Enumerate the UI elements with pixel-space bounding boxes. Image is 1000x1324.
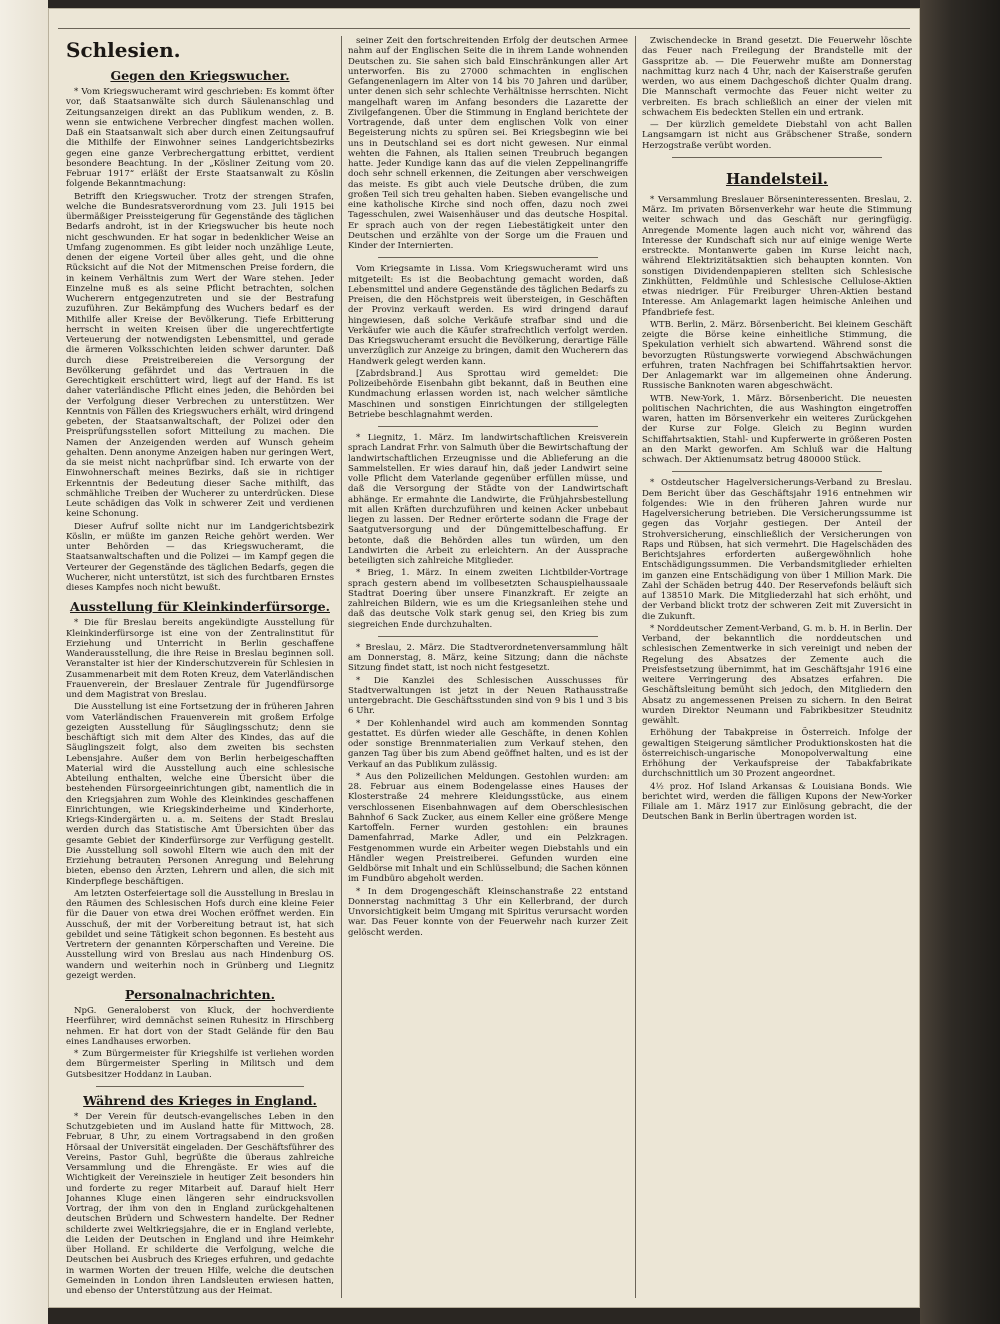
separator (672, 471, 882, 472)
paragraph: * In dem Drogengeschäft Kleinschanstraße 22 entstand Donnerstag nachmittag 3 Uhr ein Kellerbrand, der durch Unvorsichtigkeit beim Umgang mit Spiritus verursacht worden war. Das Feuer konnte von der Feuerwehr nach kurzer Zeit gelöscht werden. (348, 886, 628, 938)
paragraph: * Aus den Polizeilichen Meldungen. Gestohlen wurden: am 28. Februar aus einem Bodengelasse eines Hauses der Klosterstraße 24 mehrere Kleidungsstücke, aus einem verschlossenen Eisenbahnwagen auf dem Oberschlesischen Bahnhof 6 Sack Zucker, aus einem Keller eine größere Menge Kartoffeln. Ferner wurden gestohlen: ein braunes Damenfahrrad, Marke Adler, und ein Pelzkragen. Festgenommen wurde ein Arbeiter wegen Diebstahls und ein Händler wegen Preistreiberei. Gefunden wurden eine Geldbörse mit Inhalt und ein Schlüsselbund; die Sachen können im Fundbüro abgeholt werden. (348, 771, 628, 885)
paragraph: NpG. Generaloberst von Kluck, der hochverdiente Heerführer, wird demnächst seinen Ruhesitz in Hirschberg nehmen. Er hat dort von der Stadt Gelände für den Bau eines Landhauses erworben. (66, 1006, 334, 1047)
paragraph: * Norddeutscher Zement-Verband, G. m. b. H. in Berlin. Der Verband, der bekanntlich die norddeutschen und schlesischen Zementwerke in sich vereinigt und neben der Regelung des Absatzes der Zemente auch die Preisfestsetzung übernimmt, hat im Geschäftsjahr 1916 eine weitere Verringerung des Absatzes erfahren. Die Geschäftsleitung bemüht sich jedoch, den Mitgliedern den Absatz zu angemessenen Preisen zu sichern. In den Beirat wurden Direktor Neumann und Fabrikbesitzer Steudnitz gewählt. (642, 623, 912, 726)
paragraph: * Ostdeutscher Hagelversicherungs-Verband zu Breslau. Dem Bericht über das Geschäftsjahr 1916 entnehmen wir folgendes: Wie in den früheren Jahren wurde nur Hagelversicherung betrieben. Die Versicherungssumme ist gegen das Vorjahr gestiegen. Der Anteil der Strohversicherung, einschließlich der Versicherungen von Raps und Rübsen, hat sich vermehrt. Die Hagelschäden des Berichtsjahres erforderten außergewöhnlich hohe Entschädigungssummen. Die Verbandsmitglieder erhielten im ganzen eine Entschädigung von über 1 Million Mark. Die Zahl der Schäden betrug 440. Der Reservefonds beläuft sich auf 138510 Mark. Die Mitgliederzahl hat sich erhöht, und der Verband blickt trotz der schweren Zeit mit Zuversicht in die Zukunft. (642, 478, 912, 622)
paragraph: WTB. Berlin, 2. März. Börsenbericht. Bei kleinem Geschäft zeigte die Börse keine einheitliche Stimmung, die Spekulation verhielt sich abwartend. Während sonst die bevorzugten Rüstungswerte vorwiegend Abschwächungen erfuhren, traten Nachfragen bei Schiffahrtsaktien hervor. Der Anlagemarkt war im allgemeinen ohne Änderung. Russische Banknoten waren abgeschwächt. (642, 319, 912, 392)
headline-ausstellung: Ausstellung für Kleinkinderfürsorge. (70, 599, 330, 615)
separator (96, 1086, 304, 1087)
paragraph: * Brieg, 1. März. In einem zweiten Lichtbilder-Vortrage sprach gestern abend im vollbesetzten Schauspielhaussaale Stadtrat Doering über unsere Finanzkraft. Er zeigte an zahlreichen Bildern, wie es um die Kriegsanleihen stehe und daß das deutsche Volk stark genug sei, den Krieg bis zum siegreichen Ende durchzuhalten. (348, 568, 628, 630)
paragraph: 4½ proz. Hof Island Arkansas & Louisiana Bonds. Wie berichtet wird, werden die fälligen Kupons der New-Yorker Filiale am 1. März 1917 zur Einlösung gebracht, die der Deutschen Bank in Berlin übertragen worden ist. (642, 781, 912, 823)
paragraph: Dieser Aufruf sollte nicht nur im Landgerichtsbezirk Köslin, er müßte im ganzen Reiche gehört werden. Wer unter Behörden — das Kriegswucheramt, die Staatsanwaltschaften und die Polizei — im Kampf gegen die Verteurer der Gegenstände des täglichen Bedarfs, gegen die Wucherer, nicht unterstützt, ist sich des furchtbaren Ernstes dieses Kampfes noch nicht bewußt. (66, 521, 334, 593)
column-2 (348, 36, 628, 1298)
column-rule-1 (341, 36, 342, 1298)
book-binding (920, 0, 1000, 1324)
paragraph: Die Ausstellung ist eine Fortsetzung der in früheren Jahren vom Vaterländischen Frauenverein mit großem Erfolge gezeigten Ausstellung für Säuglingsschutz; denn sie beschäftigt sich mit dem Alter des Kindes, das auf die Säuglingszeit folgt, also dem zweiten bis sechsten Lebensjahre. Außer dem von Berlin herbeigeschafften Material wird die Ausstellung auch eine schlesische Abteilung enthalten, welche eine Übersicht über die bestehenden Fürsorgeeinrichtungen gibt, namentlich die in den Kriegsjahren zum Wohle des Kleinkindes geschaffenen Einrichtungen, wie Kriegskinderheime und Kinderhorte, Kriegs-Kindergärten u. a. m. Seitens der Stadt Breslau werden durch das Statistische Amt Übersichten über das gesamte Gebiet der Kinderfürsorge zur Verfügung gestellt. Die Ausstellung soll sowohl Eltern wie auch den mit der Erziehung betrauten Personen Anregung und Belehrung bieten, ebenso den Ärzten, Lehrern und allen, die sich mit Kinderpflege beschäftigen. (66, 702, 334, 887)
paragraph: WTB. New-York, 1. März. Börsenbericht. Die neuesten politischen Nachrichten, die aus Washington eingetroffen waren, hatten im Börsenverkehr ein weiteres Zurückgehen der Kurse zur Folge. Gleich zu Beginn wurden Schiffahrtsaktien, Stahl- und Kupferwerte in größeren Posten an den Markt geworfen. Am Schluß war die Haltung schwach. Der Aktienumsatz betrug 480000 Stück. (642, 393, 912, 465)
paragraph: Am letzten Osterfeiertage soll die Ausstellung in Breslau in den Räumen des Schlesischen Hofs durch eine kleine Feier für die Dauer von etwa drei Wochen eröffnet werden. Ein Ausschuß, der mit der Vorbereitung betraut ist, hat sich gebildet und seine Tätigkeit schon begonnen. Es besteht aus Vertretern der genannten Körperschaften und Vereine. Die Ausstellung wird von Breslau aus nach Hindenburg OS. wandern und weiterhin noch in Grünberg und Liegnitz gezeigt werden. (66, 888, 334, 981)
paragraph: * Die für Breslau bereits angekündigte Ausstellung für Kleinkinderfürsorge ist eine von der Zentralinstitut für Erziehung und Unterricht in Berlin geschaffene Wanderausstellung, die ihre Reise in Breslau beginnen soll. Veranstalter ist hier der Kinderschutzverein für Schlesien in Zusammenarbeit mit dem Roten Kreuz, dem Vaterländischen Frauenverein, der Breslauer Zentrale für Jugendfürsorge und dem Magistrat von Breslau. (66, 618, 334, 700)
paragraph: — Der kürzlich gemeldete Diebstahl von acht Ballen Langsamgarn ist nicht aus Gräbschener Straße, sondern Herzogstraße verübt worden. (642, 120, 912, 151)
paragraph: Erhöhung der Tabakpreise in Österreich. Infolge der gewaltigen Steigerung sämtlicher Produktionskosten hat die österreichisch-ungarische Monopolverwaltung eine Erhöhung der Verkaufspreise der Tabakfabrikate durchschnittlich um 30 Prozent angeordnet. (642, 728, 912, 780)
paragraph: [Zabrdsbrand.] Aus Sprottau wird gemeldet: Die Polizeibehörde Eisenbahn gibt bekannt, daß in Beuthen eine Kundmachung erlassen worden ist, nach welcher sämtliche Maschinen und sonstigen Einrichtungen der stillgelegten Betriebe beschlagnahmt werden. (348, 368, 628, 420)
paragraph: * Die Kanzlei des Schlesischen Ausschusses für Stadtverwaltungen ist jetzt in der Neuen Rathausstraße untergebracht. Die Geschäftsstunden sind von 9 bis 1 und 3 bis 6 Uhr. (348, 675, 628, 717)
column-1 (66, 36, 334, 1298)
paragraph: seiner Zeit den fortschreitenden Erfolg der deutschen Armee nahm auf der Englischen Seite die in ihrem Lande wohnenden Deutschen zu. Sie sahen sich bald Einschränkungen aller Art unterworfen. Bis zu 27000 schmachten in englischen Gefangenenlagern im Alter von 14 bis 70 Jahren und darüber, unter denen sich sehr schlechte Verhältnisse herrschten. Nicht mangelhaft waren im Anfang besonders die Lazarette der Zivilgefangenen. Über die Stimmung in England berichtete der Vortragende, daß unter dem englischen Volk von einer Begeisterung nichts zu spüren sei. Bei Kriegsbeginn wie bei uns in Deutschland sei es dort nicht gewesen. Nur einmal wehten die Fahnen, als Italien seinen Treubruch begangen hatte. Jeder Kundige kann das auf die vielen Zeppelinangriffe doch sehr schnell erkennen, die Zeitungen aber verschweigen das meiste. Es gibt auch viele Deutsche drüben, die zum großen Teil sich treu gehalten haben. Sieben evangelische und eine katholische Kirche sind noch offen, dazu noch zwei Tagesschulen, zwei Waisenhäuser und das deutsche Hospital. Er sprach auch von der regen Liebestätigkeit unter den Deutschen und erzählte von der Sorge um die Frauen und Kinder der Internierten. (348, 36, 628, 251)
paragraph: * Der Kohlenhandel wird auch am kommenden Sonntag gestattet. Es dürfen wieder alle Geschäfte, in denen Kohlen oder sonstige Brennmaterialien zum Verkauf stehen, den ganzen Tag über bis zum Abend geöffnet halten, und es ist der Verkauf an das Publikum zulässig. (348, 718, 628, 770)
paragraph: Betrifft den Kriegswucher. Trotz der strengen Strafen, welche die Bundesratsverordnung vom 23. Juli 1915 bei übermäßiger Preissteigerung für Gegenstände des täglichen Bedarfs androht, ist in der Kriegswucher bis heute noch nicht geschwunden. Er hat sogar in bedenklicher Weise an Umfang zugenommen. Es gibt leider noch unzählige Leute, denen der eigene Vorteil über alles geht, und die ohne Rücksicht auf die Not der Mitmenschen Preise fordern, die in keinem Verhältnis zum Wert der Ware stehen. Jeder Einzelne muß es als seine Pflicht betrachten, solchen Wucherern entgegenzutreten und sie der Bestrafung zuzuführen. Zur Bekämpfung des Wuchers bedarf es der Mithilfe aller Kreise der Bevölkerung. Tiefe Erbitterung herrscht in weiten Kreisen über die ungerechtfertigte Verteuerung der notwendigsten Lebensmittel, und gerade die ärmeren Volksschichten leiden schwer darunter. Daß durch diese Preistreibereien die Versorgung der Bevölkerung gefährdet und das Vertrauen in die Gerechtigkeit erschüttert wird, liegt auf der Hand. Es ist daher vaterländische Pflicht eines jeden, die Behörden bei der Verfolgung dieser Verbrechen zu unterstützen. Wer Kenntnis von Fällen des Kriegswuchers erhält, wird dringend gebeten, der Staatsanwaltschaft, der Polizei oder den Preisprüfungsstellen sofort Mitteilung zu machen. Die Namen der Anzeigenden werden auf Wunsch geheim gehalten. Denn anonyme Anzeigen haben nur geringen Wert, da sie meist nicht nachprüfbar sind. Ich erwarte von der Einwohnerschaft meines Bezirks, daß sie in richtiger Erkenntnis der Bedeutung dieser Sache mithilft, das schmähliche Treiben der Wucherer zu unterdrücken. Diese Leute schädigen das Volk in schwerer Zeit und verdienen keine Schonung. (66, 191, 334, 520)
paragraph: * Der Verein für deutsch-evangelisches Leben in den Schutzgebieten und im Ausland hatte für Mittwoch, 28. Februar, 8 Uhr, zu einem Vortragsabend in den großen Hörsaal der Universität eingeladen. Der Geschäftsführer des Vereins, Pastor Guhl, begrüßte die überaus zahlreiche Versammlung und die Ehrengäste. Er wies auf die Wichtigkeit der Vereinsziele in heutiger Zeit besonders hin und forderte zu reger Mitarbeit auf. Darauf hielt Herr Johannes Kluge einen längeren sehr eindrucksvollen Vortrag, der ihm von den in England zurückgehaltenen deutschen Brüdern und Schwestern handelte. Der Redner schilderte zwei Weltkriegsjahre, die er in England verlebte, die Leiden der Deutschen in England und ihre Heimkehr über Holland. Er schilderte die Verfolgung, welche die Deutschen bei Ausbruch des Krieges erfuhren, und gedachte in warmen Worten der treuen Hilfe, welche die deutschen Gemeinden in London ihren Landsleuten erwiesen hatten, und ebenso der Unterstützung aus der Heimat. (66, 1111, 334, 1296)
headline-handelsteil: Handelsteil. (725, 169, 829, 188)
paragraph: * Vom Kriegswucheramt wird geschrieben: Es kommt öfter vor, daß Staatsanwälte sich durch Säulenanschlag und Zeitungsanzeigen direkt an das Publikum wenden, z. B. wenn sie entwichene Verbrecher dingfest machen wollen. Daß ein Staatsanwalt sich aber durch einen Zeitungsaufruf die Mithilfe der Einwohner seines Landgerichtsbezirks gegen eine ganze Verbrechergattung erbittet, verdient besondere Beachtung. In der „Kösliner Zeitung vom 20. Februar 1917“ erläßt der Erste Staatsanwalt zu Köslin folgende Bekanntmachung: (66, 87, 334, 190)
paragraph: Vom Kriegsamte in Lissa. Vom Kriegswucheramt wird uns mitgeteilt: Es ist die Beobachtung gemacht worden, daß Lebensmittel und andere Gegenstände des täglichen Bedarfs zu Preisen, die den Höchstpreis weit übersteigen, in Geschäften der Provinz verkauft werden. Es wird dringend darauf hingewiesen, daß solche Verkäufe strafbar sind und die Verkäufer wie auch die Käufer strafrechtlich verfolgt werden. Das Kriegswucheramt ersucht die Bevölkerung, derartige Fälle unverzüglich zur Anzeige zu bringen, damit den Wucherern das Handwerk gelegt werden kann. (348, 264, 628, 367)
paragraph: * Zum Bürgermeister für Kriegshilfe ist verliehen worden dem Bürgermeister Sperling in Militsch und dem Gutsbesitzer Hoddanz in Lauban. (66, 1049, 334, 1080)
paragraph: * Liegnitz, 1. März. Im landwirtschaftlichen Kreisverein sprach Landrat Frhr. von Salmuth über die Bewirtschaftung der landwirtschaftlichen Erzeugnisse und die Ablieferung an die Sammelstellen. Er wies darauf hin, daß jeder Landwirt seine volle Pflicht dem Vaterlande gegenüber erfüllen müsse, und daß die Versorgung der Städte von der Landwirtschaft abhänge. Er ermahnte die Landwirte, die Frühjahrsbestellung mit allen Kräften durchzuführen und keinen Acker unbebaut liegen zu lassen. Der Redner erörterte sodann die Frage der Saatgutversorgung und der Düngemittelbeschaffung. Er betonte, daß die Behörden alles tun würden, um den Landwirten die Arbeit zu erleichtern. An der Aussprache beteiligten sich zahlreiche Mitglieder. (348, 433, 628, 566)
separator (378, 257, 598, 258)
separator (378, 426, 598, 427)
section-title: Schlesien. (66, 38, 181, 62)
paragraph: * Versammlung Breslauer Börseninteressenten. Breslau, 2. März. Im privaten Börsenverkehr war heute die Stimmung weiter schwach und das Geschäft nur geringfügig. Anregende Momente lagen auch nicht vor, während das Interesse der Kundschaft sich nur auf einige wenige Werte erstreckte. Montanwerte gaben im Kurse leicht nach, während Elektrizitätsaktien sich behaupten konnten. Von sonstigen Dividendenpapieren stellten sich Schlesische Zinkhütten, Feldmühle und Schlesische Cellulose-Aktien etwas niedriger. Für Freiburger Uhren-Aktien bestand Interesse. Am Anlagemarkt lagen heimische Anleihen und Pfandbriefe fest. (642, 194, 912, 318)
column-3 (642, 36, 912, 1298)
paragraph: Zwischendecke in Brand gesetzt. Die Feuerwehr löschte das Feuer nach Freilegung der Brandstelle mit der Gasspritze ab. — Die Feuerwehr mußte am Donnerstag nachmittag kurz nach 4 Uhr, nach der Kaiserstraße gerufen werden, wo aus einem Dachgeschoß dichter Qualm drang. Die Mannschaft vermochte das Feuer nicht weiter zu verbreiten. Es brach schließlich an einer der vielen mit schwachem Eis bedeckten Stellen ein und ertrank. (642, 36, 912, 118)
separator (672, 157, 882, 158)
headline-england: Während des Krieges in England. (83, 1092, 317, 1108)
headline-personalnachrichten: Personalnachrichten. (125, 987, 275, 1002)
paragraph: * Breslau, 2. März. Die Stadtverordnetenversammlung hält am Donnerstag, 8. März, keine Sitzung; dann die nächste Sitzung findet statt, ist noch nicht festgesetzt. (348, 642, 628, 674)
page-left-edge (0, 0, 48, 1324)
separator (378, 636, 598, 637)
newspaper-page (48, 8, 920, 1308)
headline-kriegswucher: Gegen den Kriegswucher. (110, 68, 290, 83)
top-rule (58, 28, 910, 29)
column-rule-2 (635, 36, 636, 1298)
